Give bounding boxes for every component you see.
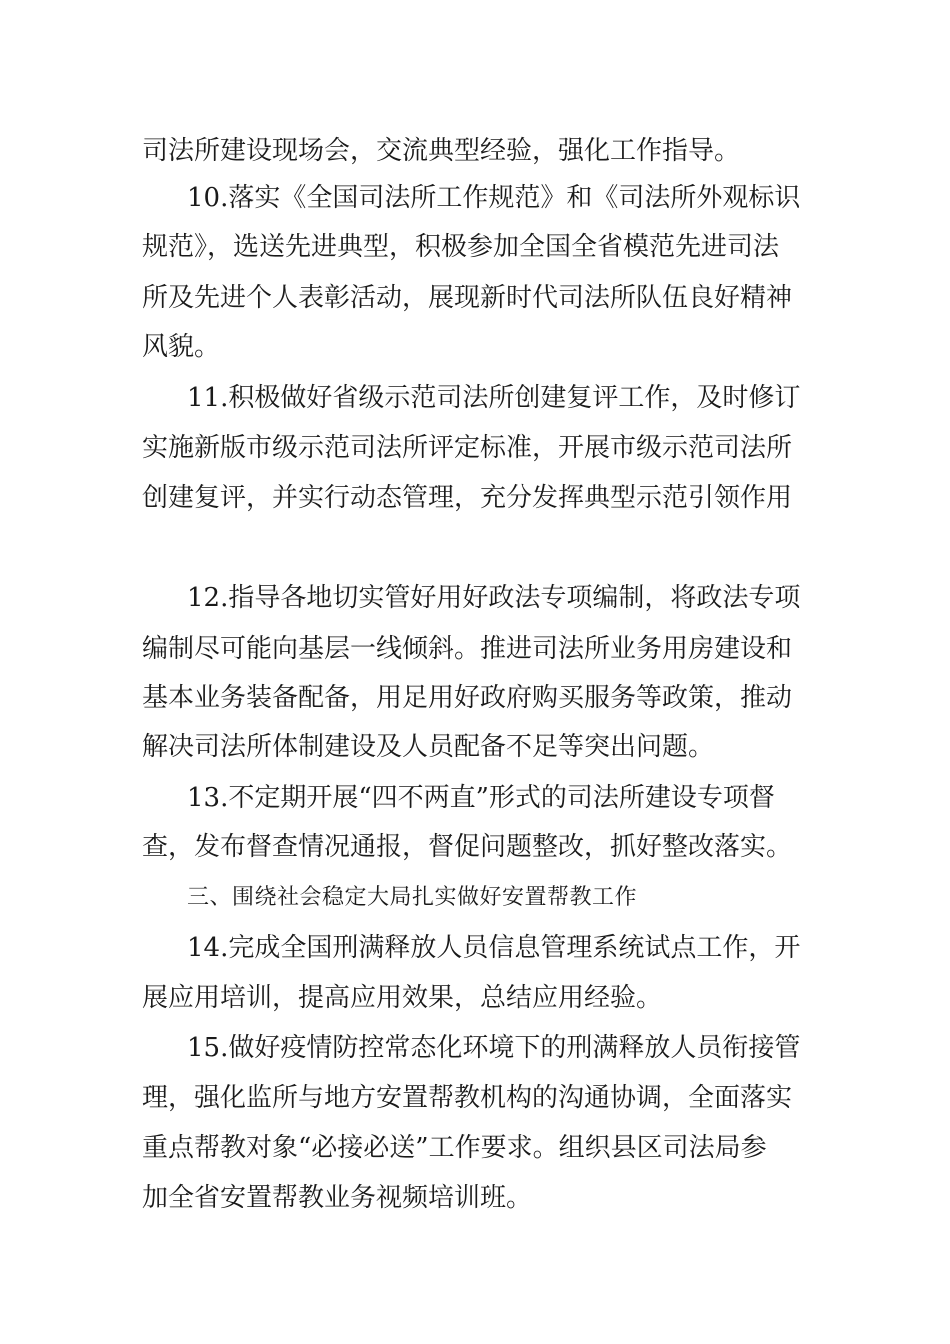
paragraph-line: 查，发布督查情况通报，督促问题整改，抓好整改落实。 bbox=[142, 832, 793, 862]
paragraph-line: 重点帮教对象“必接必送”工作要求。组织县区司法局参 bbox=[142, 1133, 767, 1163]
paragraph-line: 风貌。 bbox=[142, 332, 221, 362]
paragraph-line: 10.落实《全国司法所工作规范》和《司法所外观标识 bbox=[187, 183, 801, 213]
paragraph-line: 规范》，选送先进典型，积极参加全国全省模范先进司法 bbox=[142, 232, 780, 262]
section-heading: 三、围绕社会稳定大局扎实做好安置帮教工作 bbox=[187, 885, 638, 910]
paragraph-line: 11.积极做好省级示范司法所创建复评工作，及时修订 bbox=[187, 383, 801, 413]
paragraph-line: 司法所建设现场会，交流典型经验，强化工作指导。 bbox=[142, 136, 741, 166]
paragraph-line: 创建复评，并实行动态管理，充分发挥典型示范引领作用 bbox=[142, 483, 793, 513]
paragraph-line: 15.做好疫情防控常态化环境下的刑满释放人员衔接管 bbox=[187, 1033, 801, 1063]
paragraph-line: 13.不定期开展“四不两直”形式的司法所建设专项督 bbox=[187, 783, 775, 813]
paragraph-line: 12.指导各地切实管好用好政法专项编制，将政法专项 bbox=[187, 583, 801, 613]
paragraph-line: 所及先进个人表彰活动，展现新时代司法所队伍良好精神 bbox=[142, 283, 793, 313]
paragraph-line: 理，强化监所与地方安置帮教机构的沟通协调，全面落实 bbox=[142, 1083, 793, 1113]
paragraph-line: 展应用培训，提高应用效果，总结应用经验。 bbox=[142, 983, 663, 1013]
paragraph-line: 实施新版市级示范司法所评定标准，开展市级示范司法所 bbox=[142, 433, 793, 463]
paragraph-line: 基本业务装备配备，用足用好政府购买服务等政策，推动 bbox=[142, 683, 793, 713]
paragraph-line: 加全省安置帮教业务视频培训班。 bbox=[142, 1183, 533, 1213]
paragraph-line: 解决司法所体制建设及人员配备不足等突出问题。 bbox=[142, 732, 715, 762]
paragraph-line: 编制尽可能向基层一线倾斜。推进司法所业务用房建设和 bbox=[142, 634, 793, 664]
paragraph-line: 14.完成全国刑满释放人员信息管理系统试点工作，开 bbox=[187, 933, 801, 963]
